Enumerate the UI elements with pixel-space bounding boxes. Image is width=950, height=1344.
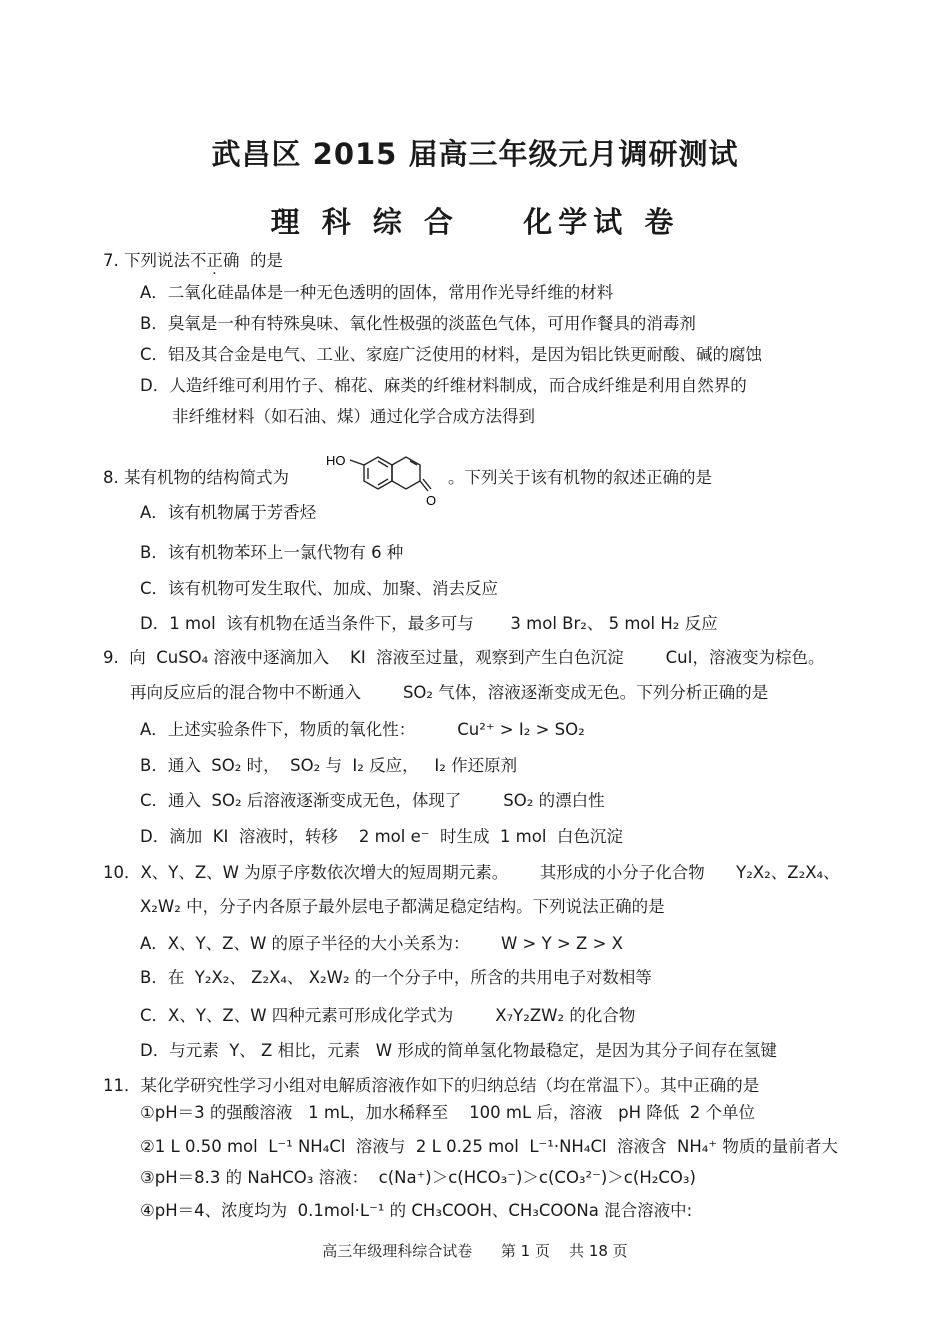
q10-stem-line1: 10．X、Y、Z、W 为原子序数依次增大的短周期元素。 其形成的小分子化合物 Y₂X₂、Z₂X₄、 <box>103 863 840 882</box>
q8-stem-pre: 8. 某有机物的结构简式为 <box>103 468 289 487</box>
q10-option-a: A．X、Y、Z、W 的原子半径的大小关系为： W > Y > Z > X <box>140 934 623 953</box>
q11-stem: 11．某化学研究性学习小组对电解质溶液作如下的归纳总结（均在常温下）。其中正确的是 <box>103 1076 760 1095</box>
exam-subtitle: 理 科 综 合 化学试 卷 <box>270 205 680 239</box>
q7-option-d: D．人造纤维可利用竹子、棉花、麻类的纤维材料制成，而合成纤维是利用自然界的 <box>140 376 747 395</box>
q8-option-d: D．1 mol 该有机物在适当条件下，最多可与 3 mol Br₂、 5 mol H₂ 反应 <box>140 614 718 633</box>
mol-label-ho: HO <box>326 453 346 468</box>
q11-item-1: ①pH＝3 的强酸溶液 1 mL，加水稀释至 100 mL 后，溶液 pH 降低 2 个单位 <box>140 1103 755 1122</box>
q8-option-c: C．该有机物可发生取代、加成、加聚、消去反应 <box>140 579 499 598</box>
q7-option-a: A．二氧化硅晶体是一种无色透明的固体，常用作光导纤维的材料 <box>140 283 614 302</box>
q7-option-c: C．铝及其合金是电气、工业、家庭广泛使用的材料，是因为铝比铁更耐酸、碱的腐蚀 <box>140 345 763 364</box>
q10-stem-line2: X₂W₂ 中，分子内各原子最外层电子都满足稳定结构。下列说法正确的是 <box>140 897 665 916</box>
q10-option-d: D．与元素 Y、 Z 相比，元素 W 形成的简单氢化物最稳定，是因为其分子间存在氢键 <box>140 1041 777 1060</box>
q7-emphasis: 不正确 <box>190 251 240 270</box>
q9-option-c: C．通入 SO₂ 后溶液逐渐变成无色，体现了 SO₂ 的漂白性 <box>140 791 605 810</box>
exam-title: 武昌区 2015 届高三年级元月调研测试 <box>211 137 739 171</box>
q11-item-2: ②1 L 0.50 mol L⁻¹ NH₄Cl 溶液与 2 L 0.25 mol L⁻¹·NH₄Cl 溶液含 NH₄⁺ 物质的量前者大 <box>140 1137 838 1156</box>
q9-option-d: D．滴加 KI 溶液时，转移 2 mol e⁻ 时生成 1 mol 白色沉淀 <box>140 827 623 846</box>
q9-stem-line2: 再向反应后的混合物中不断通入 SO₂ 气体，溶液逐渐变成无色。下列分析正确的是 <box>130 683 769 702</box>
mol-bonds <box>350 457 431 491</box>
q11-item-4: ④pH＝4、浓度均为 0.1mol·L⁻¹ 的 CH₃COOH、CH₃COONa 混合溶液中: <box>140 1201 693 1220</box>
q11-item-3: ③pH＝8.3 的 NaHCO₃ 溶液： c(Na⁺)＞c(HCO₃⁻)＞c(CO₃²⁻)＞c(H₂CO₃) <box>140 1168 696 1187</box>
q9-stem-line1: 9. 向 CuSO₄ 溶液中逐滴加入 KI 溶液至过量，观察到产生白色沉淀 CuI，溶液变为棕色。 <box>103 648 825 667</box>
mol-label-o: O <box>426 493 437 507</box>
molecule-structure-image <box>326 449 444 507</box>
page-footer: 高三年级理科综合试卷 第 1 页 共 18 页 <box>322 1242 628 1260</box>
q7-stem: 7. 下列说法不正确 的是 <box>103 251 283 270</box>
q8-stem-post: 。下列关于该有机物的叙述正确的是 <box>448 468 712 487</box>
q8-option-b: B．该有机物苯环上一氯代物有 6 种 <box>140 543 404 562</box>
q7-option-d-cont: 非纤维材料（如石油、煤）通过化学合成方法得到 <box>172 407 535 426</box>
q8-option-a: A．该有机物属于芳香烃 <box>140 503 317 522</box>
q9-option-b: B．通入 SO₂ 时， SO₂ 与 I₂ 反应， I₂ 作还原剂 <box>140 756 518 775</box>
q7-option-b: B．臭氧是一种有特殊臭味、氧化性极强的淡蓝色气体，可用作餐具的消毒剂 <box>140 314 696 333</box>
q9-option-a: A．上述实验条件下，物质的氧化性： Cu²⁺ > I₂ > SO₂ <box>140 720 585 739</box>
q10-option-c: C．X、Y、Z、W 四种元素可形成化学式为 X₇Y₂ZW₂ 的化合物 <box>140 1006 636 1025</box>
q10-option-b: B．在 Y₂X₂、 Z₂X₄、 X₂W₂ 的一个分子中，所含的共用电子对数相等 <box>140 968 652 987</box>
